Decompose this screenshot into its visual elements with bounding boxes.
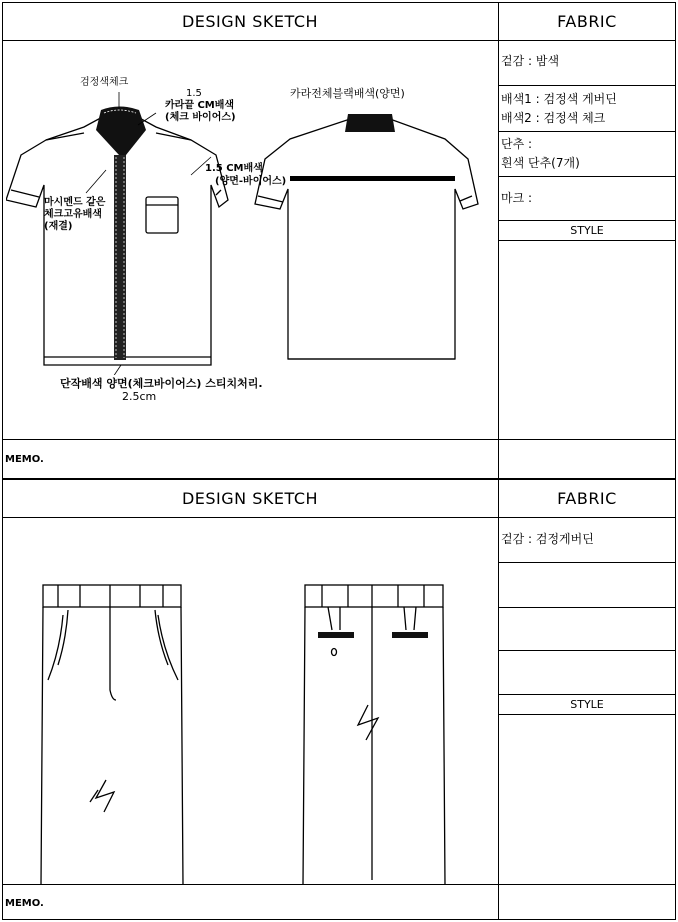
annotation-collar-edge-2: (체크 바이어스) [165,112,236,123]
annotation-collar-all: 카라전체블랙배색(양면) [290,87,405,100]
fabric-header: FABRIC [557,11,617,31]
annotation-placket-1: 마시멘드 같은 [44,197,106,208]
annotation-collar-size: 1.5 [186,88,202,99]
fabric-button-value: 흰색 단추(7개) [501,156,580,170]
memo-label: MEMO. [5,454,44,465]
annotation-black-check: 검정색체크 [80,77,129,88]
annotation-bottom-note: 단작배색 양면(체크바이어스) 스티치처리. [60,377,263,390]
design-sketch-header: DESIGN SKETCH [181,11,319,31]
row-divider [498,650,676,651]
pants-front-sketch [38,580,188,885]
annotation-bottom-size: 2.5cm [122,390,157,403]
fabric-outer-2: 겉감 : 검정게버딘 [501,532,594,546]
style-label-2: STYLE [570,698,604,711]
fabric-contrast-1: 배색1 : 검정색 게버딘 [501,92,617,106]
annotation-placket-3: (재결) [44,221,73,232]
annotation-collar-edge: 카라끝 CM배색 [165,100,235,111]
fabric-button-label: 단추 : [501,137,533,151]
style-label: STYLE [570,224,604,237]
fabric-contrast-2: 배색2 : 검정색 체크 [501,111,606,125]
row-divider [498,240,676,241]
row-divider [2,439,676,440]
fabric-mark: 마크 : [501,191,533,205]
annotation-sleeve-size: 1.5 CM배색 [205,163,263,174]
annotation-sleeve-bias: (양면-바이어스) [215,176,287,187]
row-divider [498,85,676,86]
row-divider [2,40,676,41]
row-divider [2,517,676,518]
pants-back-sketch [300,580,450,885]
shirt-front-sketch [6,85,236,375]
row-divider [498,562,676,563]
annotation-placket-2: 체크고유배색 [44,209,102,220]
fabric-outer: 겉감 : 밤색 [501,54,560,68]
design-sketch-header-2: DESIGN SKETCH [181,488,319,508]
memo-label-2: MEMO. [5,898,44,909]
row-divider [498,714,676,715]
row-divider [498,131,676,132]
shirt-back-sketch [250,104,490,369]
fabric-header-2: FABRIC [557,488,617,508]
row-divider [498,176,676,177]
row-divider [498,607,676,608]
